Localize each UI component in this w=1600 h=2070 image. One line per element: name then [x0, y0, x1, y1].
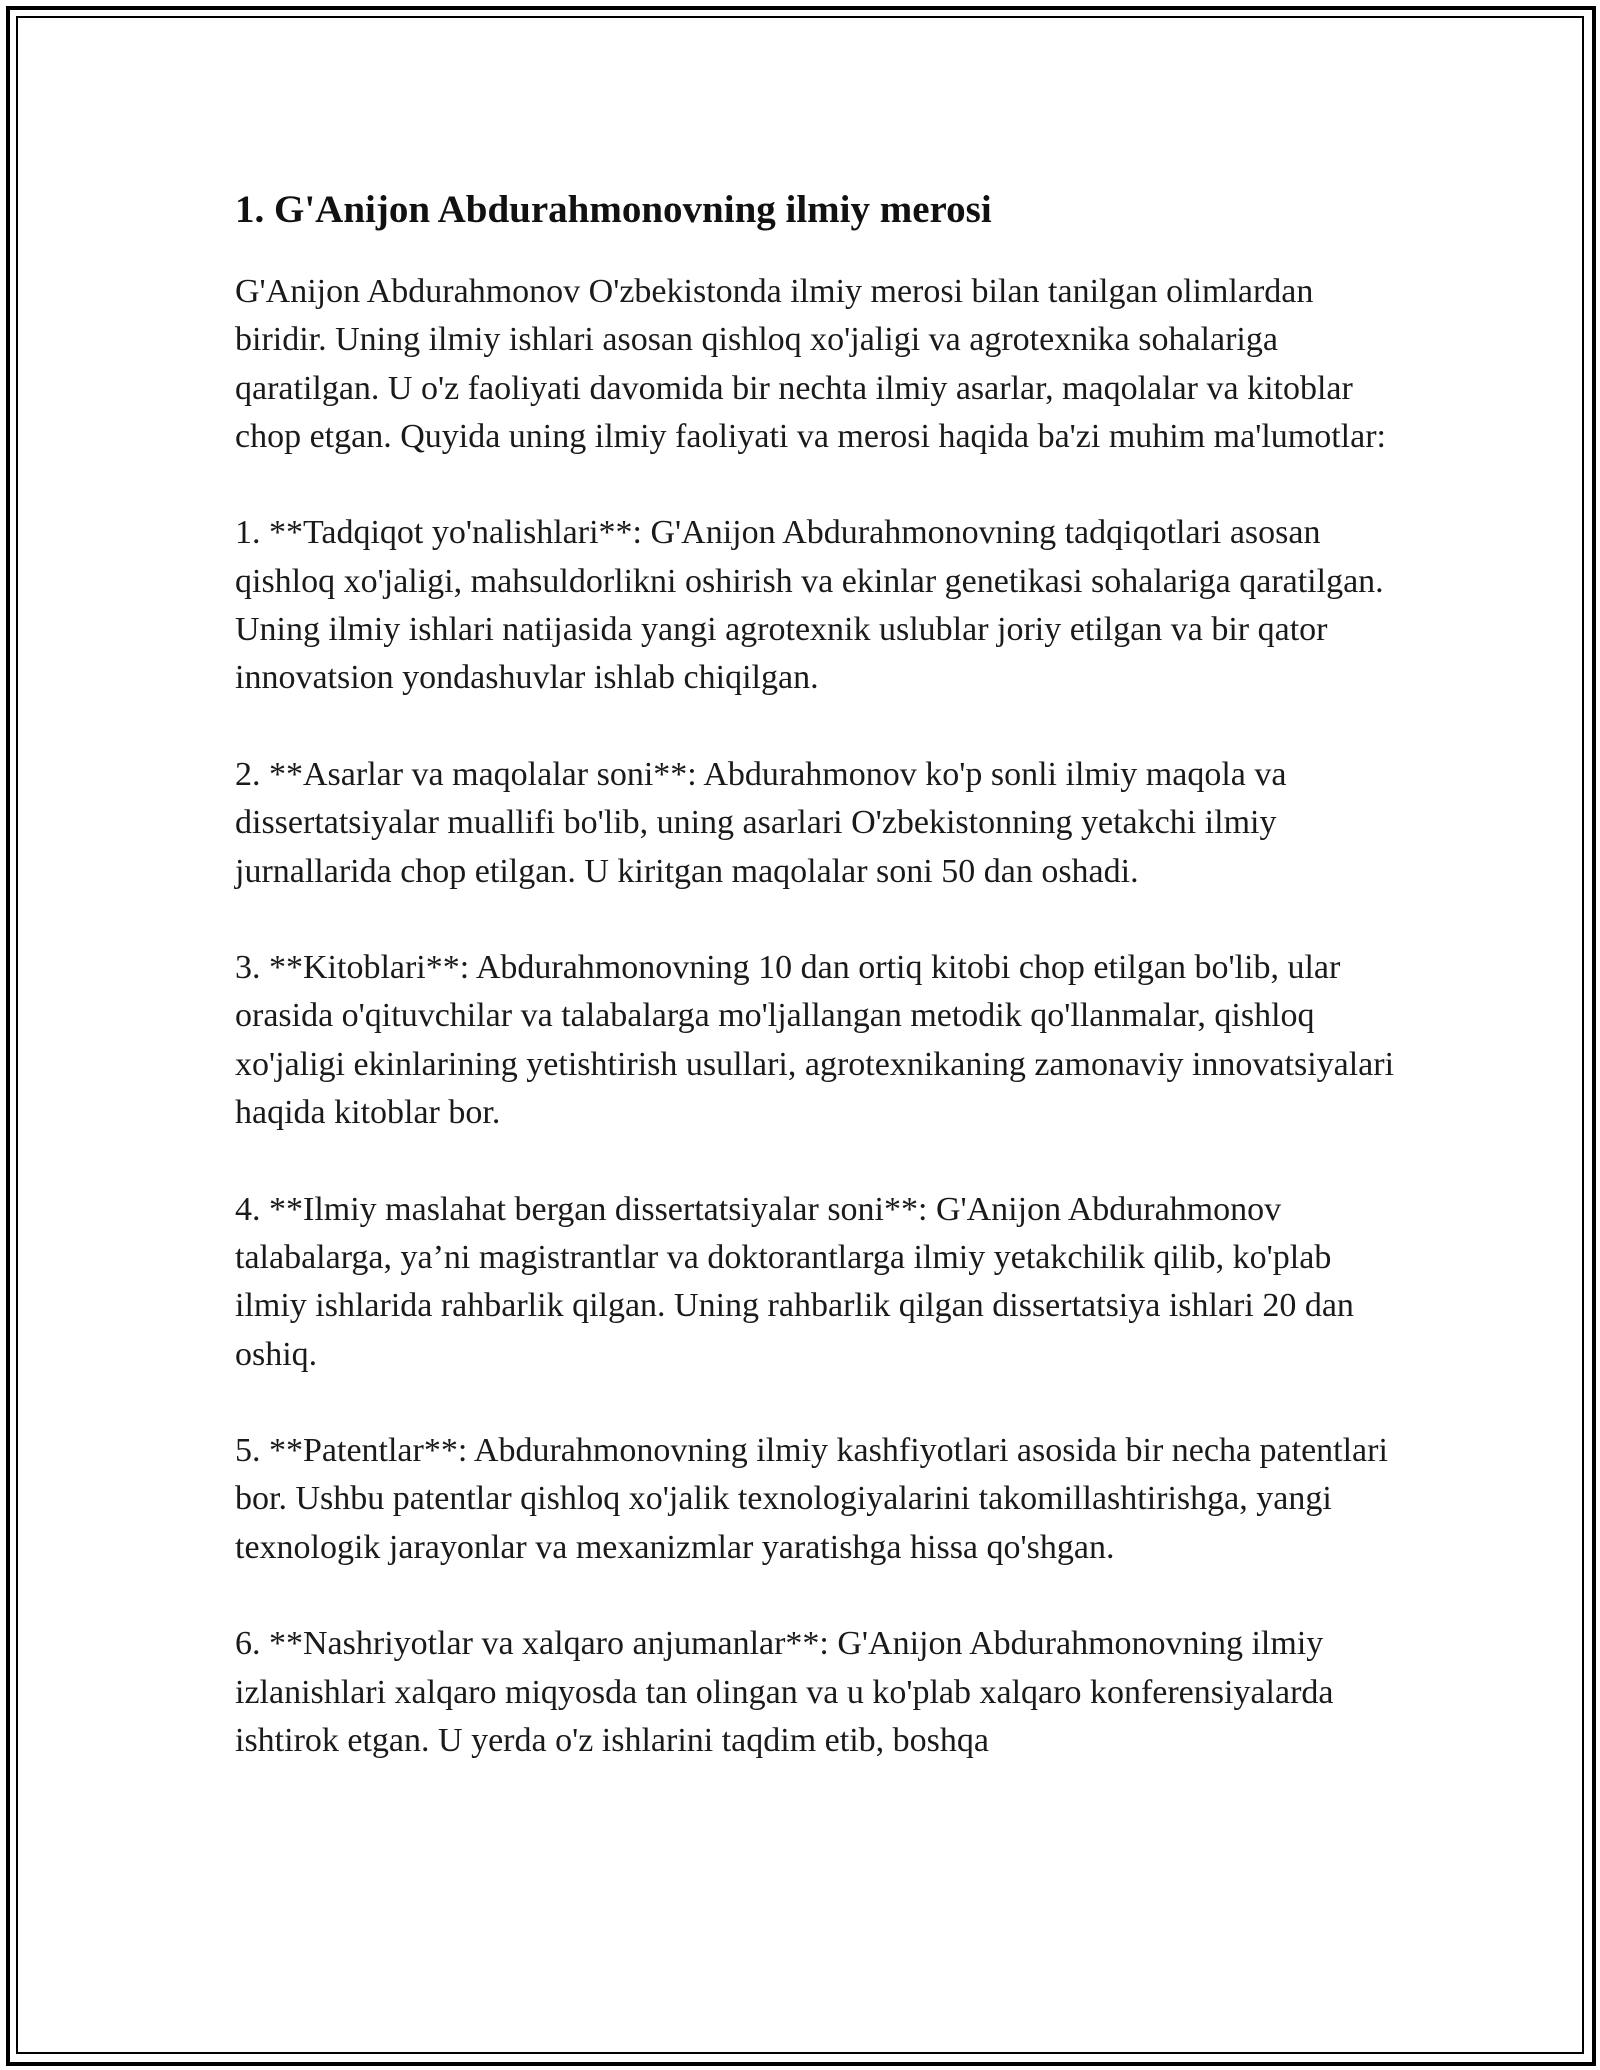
list-item: 3. **Kitoblari**: Abdurahmonovning 10 dan ortiq kitobi chop etilgan bo'lib, ular orasida o'qituvchilar va talabalarga mo'ljallangan metodik qo'llanmalar, qishloq xo'jaligi ekinlarining yetishtirish usullari, agrotexnikaning zamonaviy innovatsiyalari haqida kitoblar bor. — [235, 949, 1395, 1132]
list-item: 4. **Ilmiy maslahat bergan dissertatsiyalar soni**: G'Anijon Abdurahmonov talabalarga, ya’ni magistrantlar va doktorantlarga ilmiy yetakchilik qilib, ko'plab ilmiy ishlarida rahbarlik qilgan. Uning rahbarlik qilgan dissertatsiya ishlari 20 dan oshiq. — [235, 1190, 1354, 1373]
list-item: 6. **Nashriyotlar va xalqaro anjumanlar**: G'Anijon Abdurahmonovning ilmiy izlanishlari xalqaro miqyosda tan olingan va u ko'plab xalqaro konferensiyalarda ishtirok etgan. U yerda o'z ishlarini taqdim etib, boshqa — [235, 1625, 1334, 1759]
list-item: 1. **Tadqiqot yo'nalishlari**: G'Anijon Abdurahmonovning tadqiqotlari asosan qishloq xo'jaligi, mahsuldorlikni oshirish va ekinlar genetikasi sohalariga qaratilgan. Uning ilmiy ishlari natijasida yangi agrotexnik uslublar joriy etilgan va bir qator innovatsion yondashuvlar ishlab chiqilgan. — [235, 514, 1384, 697]
intro-paragraph: G'Anijon Abdurahmonov O'zbekistonda ilmiy merosi bilan tanilgan olimlardan biridir. Uning ilmiy ishlari asosan qishloq xo'jaligi va agrotexnika sohalariga qaratilgan. U o'z faoliyati davomida bir nechta ilmiy asarlar, maqolalar va kitoblar chop etgan. Quyida uning ilmiy faoliyati va merosi haqida ba'zi muhim ma'lumotlar: — [235, 273, 1386, 455]
document-title: 1. G'Anijon Abdurahmonovning ilmiy merosi — [235, 188, 992, 231]
list-item: 2. **Asarlar va maqolalar soni**: Abdurahmonov ko'p sonli ilmiy maqola va dissertatsiyalar muallifi bo'lib, uning asarlari O'zbekistonning yetakchi ilmiy jurnallarida chop etilgan. U kiritgan maqolalar soni 50 dan oshadi. — [235, 755, 1287, 890]
list-item: 5. **Patentlar**: Abdurahmonovning ilmiy kashfiyotlari asosida bir necha patentlari bor. Ushbu patentlar qishloq xo'jalik texnologiyalarini takomillashtirishga, yangi texnologik jarayonlar va mexanizmlar yaratishga hissa qo'shgan. — [235, 1432, 1388, 1566]
document-body — [235, 180, 1395, 1814]
